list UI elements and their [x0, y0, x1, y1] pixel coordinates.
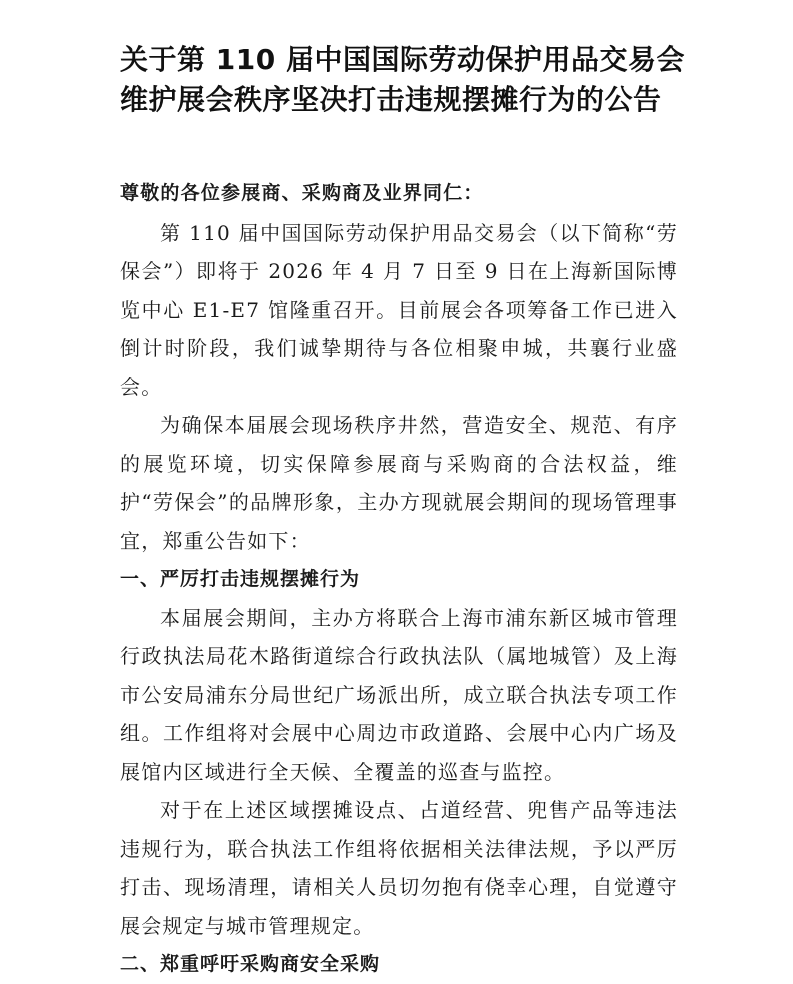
section-1-paragraph-1: 本届展会期间，主办方将联合上海市浦东新区城市管理行政执法局花木路街道综合行政执法队（属地城管）及上海市公安局浦东分局世纪广场派出所，成立联合执法专项工作组。工作组将对会展中心周边市政道路、会展中心内广场及展馆内区域进行全天候、全覆盖的巡查与监控。 — [120, 605, 678, 784]
title-line-2: 维护展会秩序坚决打击违规摆摊行为的公告 — [120, 83, 662, 116]
page-title — [120, 40, 685, 120]
section-1-heading: 一、严厉打击违规摆摊行为 — [120, 568, 361, 590]
intro-paragraph-2: 为确保本届展会现场秩序井然，营造安全、规范、有序的展览环境，切实保障参展商与采购商的合法权益，维护“劳保会”的品牌形象，主办方现就展会期间的现场管理事宜，郑重公告如下： — [120, 413, 678, 553]
salutation: 尊敬的各位参展商、采购商及业界同仁： — [120, 182, 484, 204]
section-2-heading: 二、郑重呼吁采购商安全采购 — [120, 953, 381, 975]
title-line-1: 关于第 110 届中国国际劳动保护用品交易会 — [120, 43, 685, 76]
document-body — [120, 174, 678, 984]
intro-paragraph-1: 第 110 届中国国际劳动保护用品交易会（以下简称“劳保会”）即将于 2026 年 4 月 7 日至 9 日在上海新国际博览中心 E1-E7 馆隆重召开。目前展会各项筹备工作已进入倒计时阶段，我们诚挚期待与各位相聚申城，共襄行业盛会。 — [120, 220, 678, 399]
section-1-paragraph-2: 对于在上述区域摆摊设点、占道经营、兜售产品等违法违规行为，联合执法工作组将依据相关法律法规，予以严厉打击、现场清理，请相关人员切勿抱有侥幸心理，自觉遵守展会规定与城市管理规定。 — [120, 798, 678, 938]
